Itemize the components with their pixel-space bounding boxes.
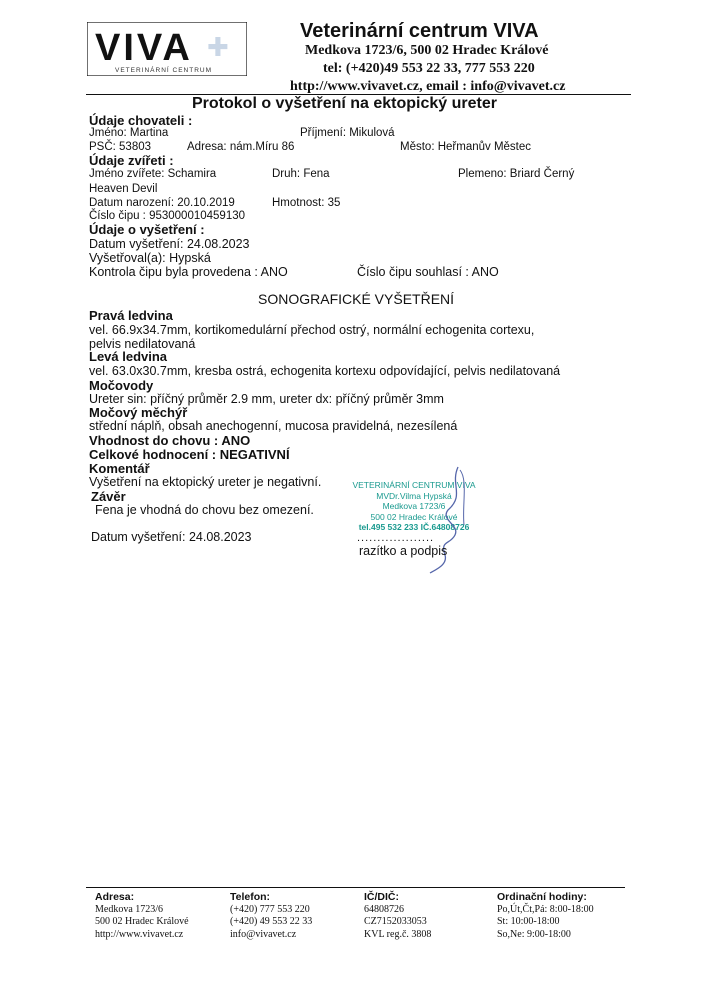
- animal-heading: Údaje zvířeti :: [89, 153, 174, 168]
- conclusion-heading: Závěr: [91, 489, 126, 504]
- footer-phone-2: (+420) 49 553 22 33: [230, 916, 313, 927]
- bladder-heading: Močový měchýř: [89, 405, 188, 420]
- chip-check: Kontrola čipu byla provedena : ANO: [89, 265, 288, 279]
- chip-match: Číslo čipu souhlasí : ANO: [357, 265, 499, 279]
- stamp-line-2: MVDr.Vilma Hypská: [376, 490, 452, 501]
- stamp-line-3: Medkova 1723/6: [382, 501, 446, 511]
- owner-address: Adresa: nám.Míru 86: [187, 141, 295, 153]
- animal-chip: Číslo čipu : 953000010459130: [89, 210, 246, 222]
- footer-kvl: KVL reg.č. 3808: [364, 928, 432, 940]
- ureters-text: Ureter sin: příčný průměr 2.9 mm, ureter dx: příčný průměr 3mm: [89, 392, 444, 406]
- viva-logo: [87, 22, 247, 76]
- clinic-address: Medkova 1723/6, 500 02 Hradec Králové: [305, 43, 549, 58]
- footer-ic: 64808726: [364, 903, 404, 915]
- left-kidney-heading: Levá ledvina: [89, 349, 168, 364]
- page-title: Protokol o vyšetření na ektopický ureter: [192, 95, 497, 112]
- footer-hours-weekend: So,Ne: 9:00-18:00: [497, 928, 571, 940]
- stamp-line-1: VETERINÁRNÍ CENTRUM VIVA: [352, 480, 476, 490]
- footer-address-heading: Adresa:: [95, 891, 135, 903]
- stamp-line-4: 500 02 Hradec Králové: [370, 511, 458, 522]
- exam-examiner: Vyšetřoval(a): Hypská: [89, 251, 211, 265]
- right-kidney-text: vel. 66.9x34.7mm, kortikomedulární přechod ostrý, normální echogenita cortexu,: [89, 323, 535, 337]
- footer-ic: [364, 891, 431, 941]
- bladder-text: střední náplň, obsah anechogenní, mucosa pravidelná, nezesílená: [89, 419, 458, 433]
- overall-assessment: Celkové hodnocení : NEGATIVNÍ: [89, 447, 290, 462]
- sono-heading: SONOGRAFICKÉ VYŠETŘENÍ: [258, 291, 455, 307]
- animal-dob: Datum narození: 20.10.2019: [89, 197, 235, 209]
- owner-zip: PSČ: 53803: [89, 141, 152, 153]
- ureters-heading: Močovody: [89, 378, 154, 393]
- signature-dots: ...................: [357, 532, 435, 544]
- owner-heading: Údaje chovateli :: [89, 113, 193, 128]
- footer-hours-wednesday: St: 10:00-18:00: [497, 916, 560, 927]
- footer-ic-heading: IČ/DIČ:: [364, 891, 399, 903]
- animal-name-cont: Heaven Devil: [89, 183, 158, 195]
- stamp-line-5: tel.495 532 233 IČ.64808726: [358, 522, 470, 532]
- animal-breed: Plemeno: Briard Černý: [458, 168, 575, 180]
- footer-hours-weekday: Po,Út,Čt,Pá: 8:00-18:00: [497, 903, 594, 915]
- signature-scribble: [420, 465, 480, 575]
- comment-heading: Komentář: [89, 461, 150, 476]
- left-kidney-text: vel. 63.0x30.7mm, kresba ostrá, echogenita kortexu odpovídající, pelvis nedilatovaná: [89, 364, 561, 378]
- right-kidney-heading: Pravá ledvina: [89, 308, 173, 323]
- clinic-web: http://www.vivavet.cz, email : info@vivavet.cz: [290, 79, 566, 94]
- animal-weight: Hmotnost: 35: [272, 197, 341, 209]
- svg-text:VETERINÁRNÍ CENTRUM: VETERINÁRNÍ CENTRUM: [115, 67, 213, 74]
- footer-hours: [497, 891, 594, 941]
- owner-first-name: Jméno: Martina: [89, 127, 169, 139]
- right-kidney-text-2: pelvis nedilatovaná: [89, 337, 196, 351]
- conclusion-text: Fena je vhodná do chovu bez omezení.: [95, 503, 314, 517]
- clinic-name: Veterinární centrum VIVA: [300, 20, 539, 42]
- footer-address-line-2: 500 02 Hradec Králové: [95, 916, 189, 927]
- exam-date: Datum vyšetření: 24.08.2023: [89, 237, 250, 251]
- owner-last-name: Příjmení: Mikulová: [300, 127, 395, 139]
- stamp-label: razítko a podpis: [359, 544, 448, 558]
- footer-email: info@vivavet.cz: [230, 928, 297, 940]
- exam-heading: Údaje o vyšetření :: [89, 222, 205, 237]
- svg-text:✚: ✚: [207, 32, 229, 62]
- comment-text: Vyšetření na ektopický ureter je negativní.: [89, 475, 322, 489]
- footer-dic: CZ7152033053: [364, 916, 427, 927]
- clinic-phone: tel: (+420)49 553 22 33, 777 553 220: [323, 61, 535, 76]
- footer-address-line-1: Medkova 1723/6: [95, 903, 164, 915]
- footer-web: http://www.vivavet.cz: [95, 928, 184, 940]
- exam-date-bottom: Datum vyšetření: 24.08.2023: [91, 530, 252, 544]
- animal-name: Jméno zvířete: Schamira: [89, 168, 217, 180]
- footer-hours-heading: Ordinační hodiny:: [497, 891, 587, 903]
- breeding-suitability: Vhodnost do chovu : ANO: [89, 433, 251, 448]
- footer-phone-heading: Telefon:: [230, 891, 271, 903]
- footer-address: [95, 891, 189, 941]
- footer-rule: [86, 887, 625, 888]
- animal-sex: Druh: Fena: [272, 168, 330, 180]
- footer-phone-1: (+420) 777 553 220: [230, 903, 310, 915]
- footer-phone: [230, 891, 312, 941]
- svg-text:VIVA: VIVA: [95, 27, 193, 69]
- owner-city: Město: Heřmanův Městec: [400, 141, 532, 153]
